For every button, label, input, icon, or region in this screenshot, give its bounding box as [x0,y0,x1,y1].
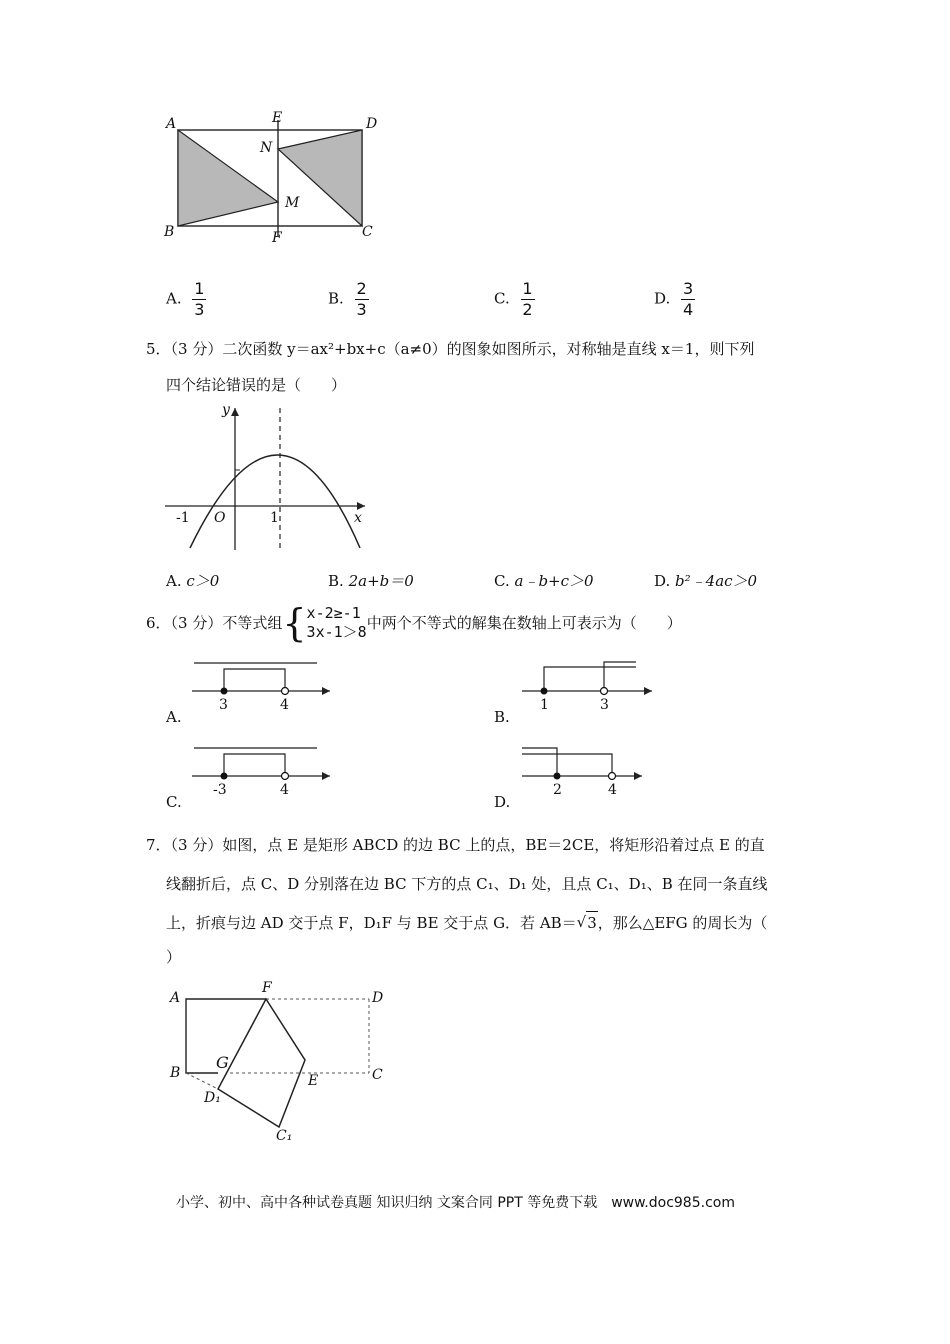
q5-option-c[interactable]: C. a﹣b+c＞0 [494,572,594,590]
figure-rectangle-shaded-triangles [160,110,390,250]
label-A: A [166,116,177,132]
page-footer: 小学、初中、高中各种试卷真题 知识归纳 文案合同 PPT 等免费下载 www.doc985.com [176,1195,735,1211]
q4-option-a[interactable]: A. $\frac{1}{3}$ [166,279,205,319]
q4-option-c[interactable]: C. $\frac{1}{2}$ [494,279,533,319]
q6-option-d[interactable]: D. [494,793,511,811]
q7-label-G: G [216,1053,229,1072]
na-label-left: 3 [219,697,228,713]
label-D: D [366,116,378,132]
nc-label-left: -3 [213,782,227,798]
q7-label-C: C [372,1067,383,1083]
parabola-graph [160,400,380,555]
q7-stem-line4: ） [166,948,182,966]
q7-label-D1: D₁ [204,1090,221,1106]
q4-option-d[interactable]: D. $\frac{3}{4}$ [654,279,694,319]
q7-stem-line1: 7．（3 分）如图，点 E 是矩形 ABCD 的边 BC 上的点，BE＝2CE，将矩形沿着过点 E 的直 [146,836,765,854]
label-B: B [164,224,175,240]
q5-stem-line2: 四个结论错误的是（ ） [166,376,347,394]
q6-stem: 6．（3 分）不等式组 { x-2≥-1 3x-1＞8 中两个不等式的解集在数轴上可表示为（ ） [146,601,682,645]
nc-label-right: 4 [280,782,289,798]
axis-label-y: y [222,402,230,418]
fraction: $\frac{3}{4}$ [682,279,694,319]
fraction: $\frac{1}{2}$ [522,279,533,319]
q5-option-d[interactable]: D. b²﹣4ac＞0 [654,572,758,590]
q6-option-a[interactable]: A. [166,708,182,726]
q7-label-A: A [170,990,181,1006]
label-M: M [285,195,300,211]
nb-label-left: 1 [540,697,549,713]
q6-option-b[interactable]: B. [494,708,510,726]
q7-stem-line3: 上，折痕与边 AD 交于点 F，D₁F 与 BE 交于点 G．若 AB＝ √ 3 ，那么△EFG 的周长为（ [166,913,768,932]
q5-option-a[interactable]: A. c＞0 [166,572,220,590]
tick-1: 1 [270,510,279,526]
na-label-right: 4 [280,697,289,713]
q7-label-B: B [170,1065,181,1081]
label-C: C [362,224,373,240]
sqrt-expression: √ 3 [576,913,597,932]
label-E: E [272,110,283,126]
inequality-system: { x-2≥-1 3x-1＞8 [282,601,367,645]
q7-label-C1: C₁ [276,1128,293,1144]
q7-stem-line2: 线翻折后，点 C、D 分别落在边 BC 下方的点 C₁、D₁ 处，且点 C₁、D₁、B 在同一条直线 [166,875,768,893]
tick-neg1: -1 [176,510,190,526]
number-line-d [520,740,670,790]
q7-label-D: D [372,990,384,1006]
number-line-a [190,655,340,705]
q7-label-E: E [308,1073,319,1089]
axis-label-x: x [354,510,362,526]
q5-option-b[interactable]: B. 2a+b＝0 [328,572,414,590]
folded-rectangle-figure [170,985,390,1135]
q4-option-b[interactable]: B. $\frac{2}{3}$ [328,279,367,319]
fraction: $\frac{1}{3}$ [194,279,205,319]
label-N: N [260,140,273,156]
fraction: $\frac{2}{3}$ [356,279,367,319]
origin-label: O [214,510,226,526]
q6-option-c[interactable]: C. [166,793,182,811]
q5-stem-line1: 5．（3 分）二次函数 y＝ax²+bx+c（a≠0）的图象如图所示，对称轴是直线 x＝1，则下列 [146,340,755,358]
nd-label-left: 2 [553,782,562,798]
q7-label-F: F [262,980,272,996]
nb-label-right: 3 [600,697,609,713]
label-F: F [272,230,282,246]
nd-label-right: 4 [608,782,617,798]
